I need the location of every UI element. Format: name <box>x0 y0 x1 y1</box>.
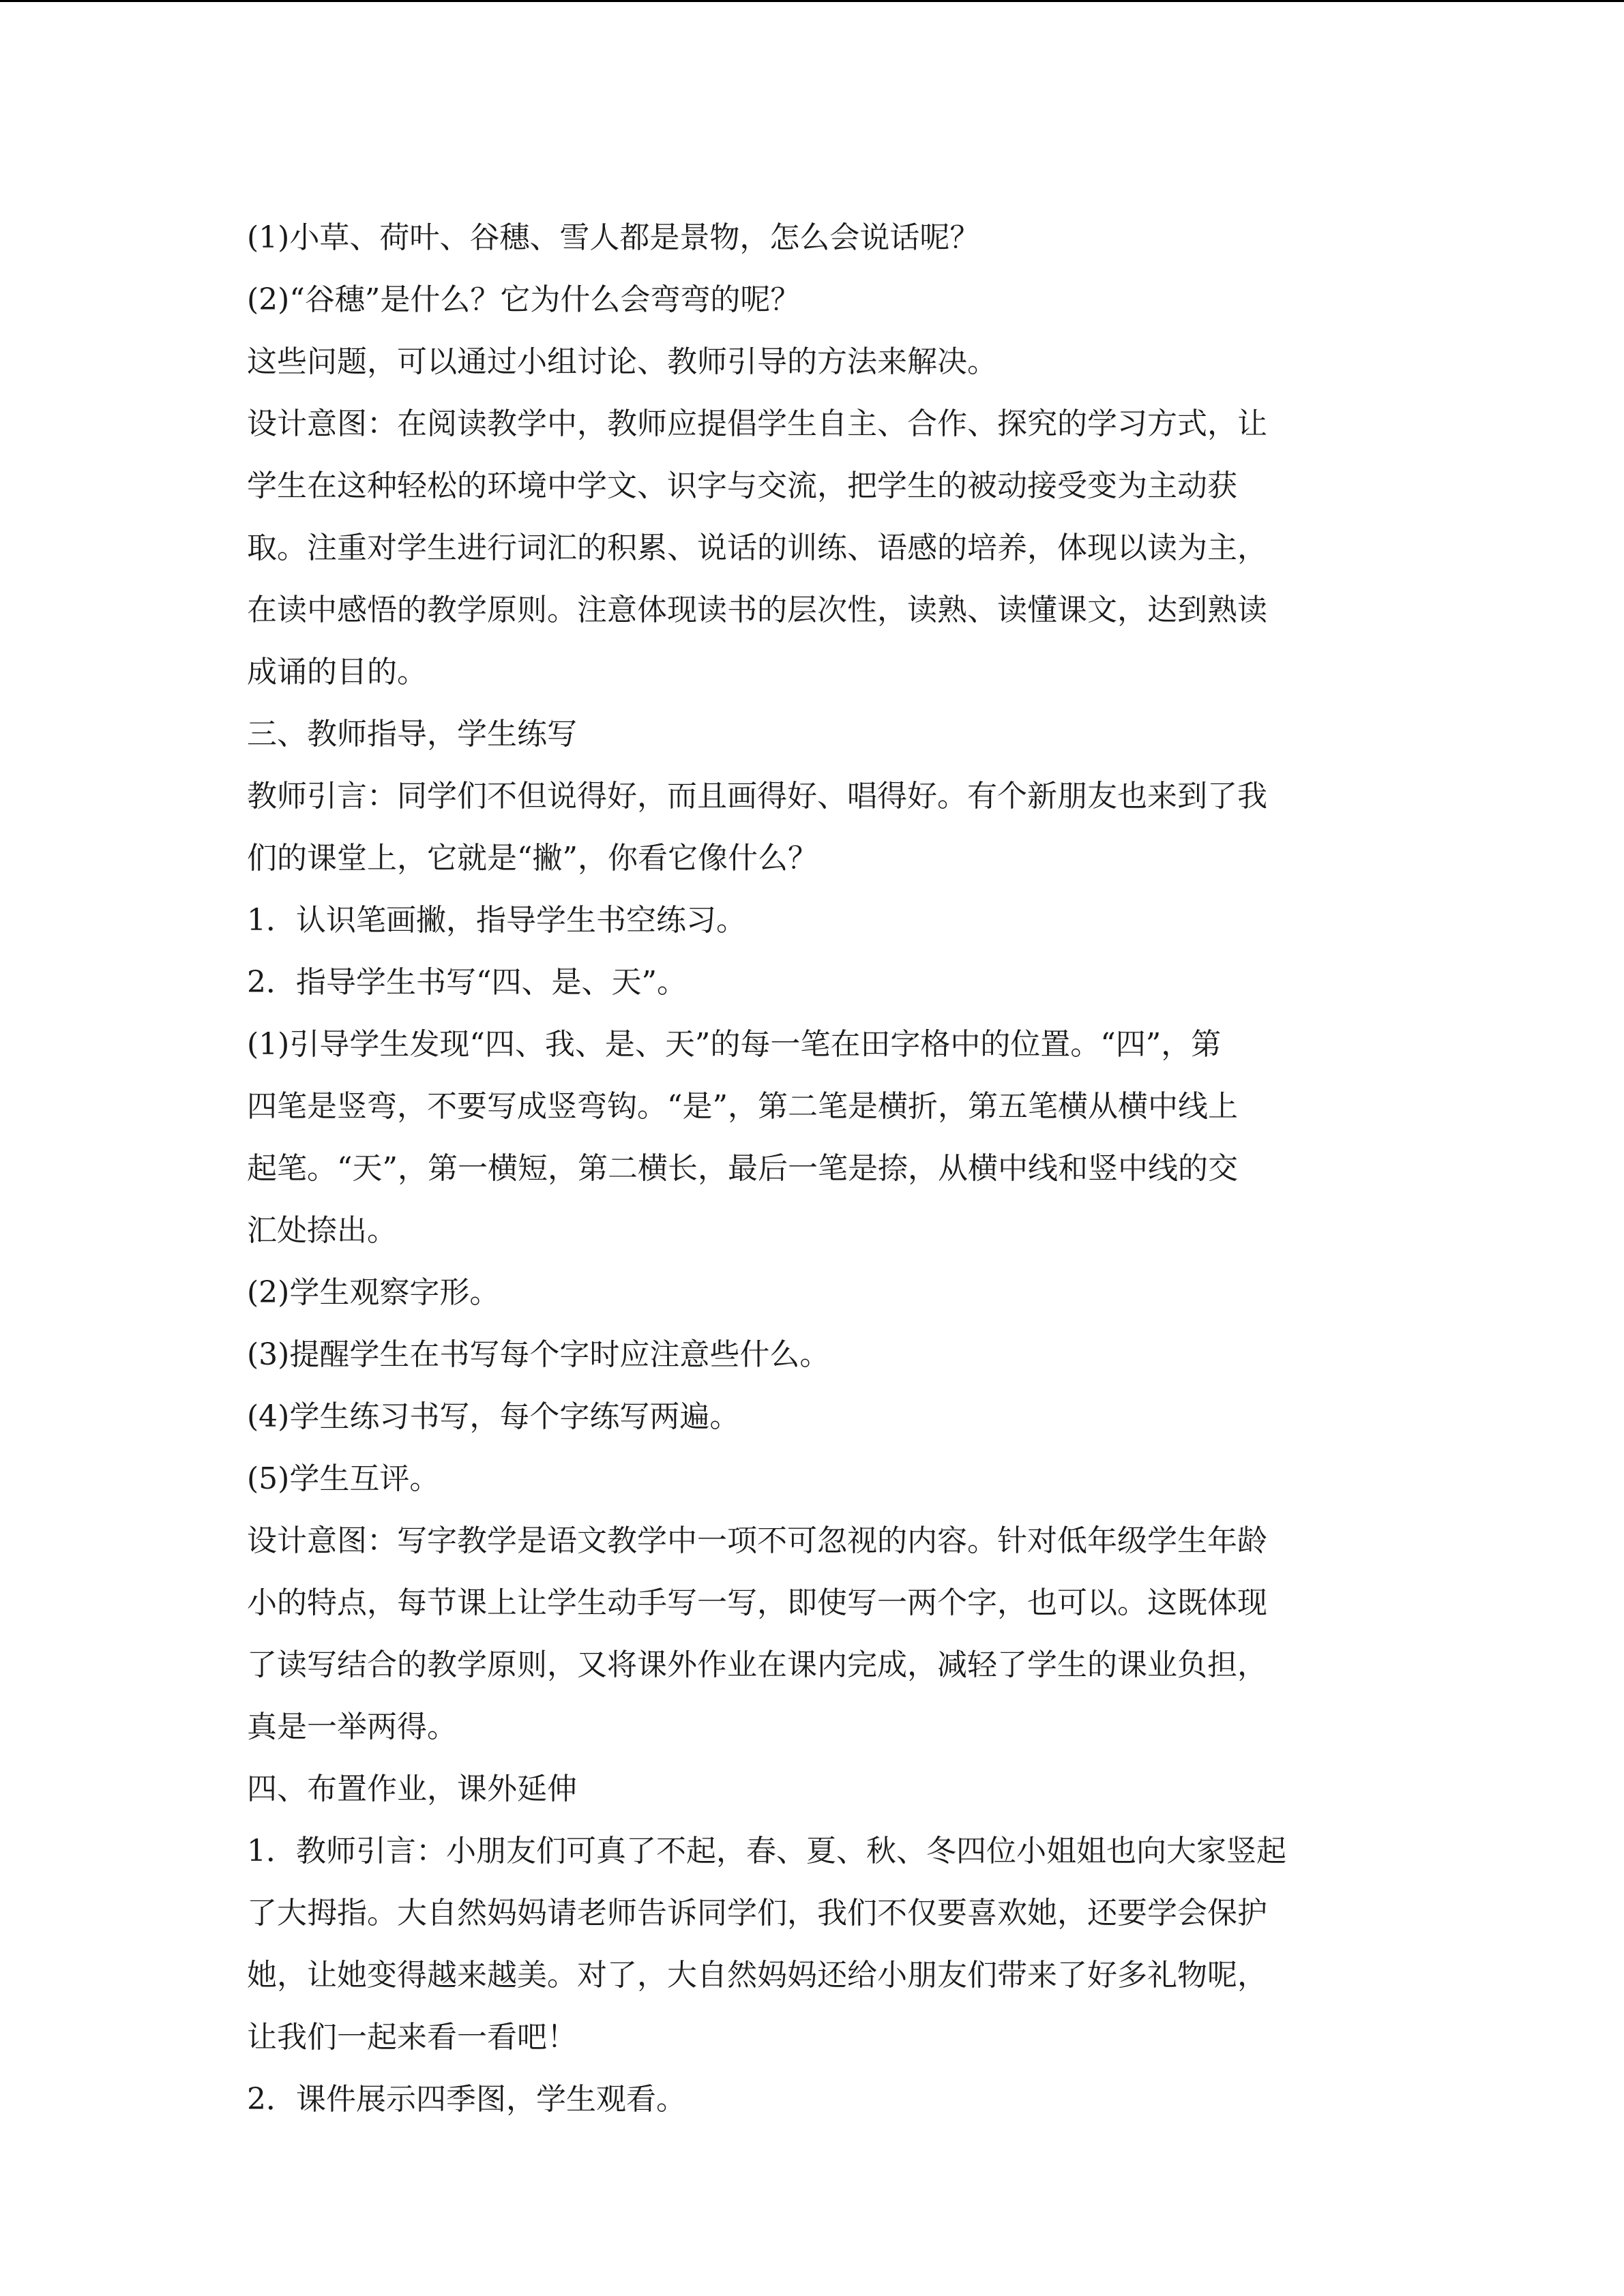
text-line: (4)学生练习书写，每个字练写两遍。 <box>247 1399 740 1434</box>
text-line: 了大拇指。大自然妈妈请老师告诉同学们，我们不仅要喜欢她，还要学会保护 <box>247 1896 1267 1930</box>
text-line: (3)提醒学生在书写每个字时应注意些什么。 <box>247 1337 830 1372</box>
text-line: 了读写结合的教学原则，又将课外作业在课内完成，减轻了学生的课业负担， <box>247 1648 1267 1682</box>
section-heading: 四、布置作业，课外延伸 <box>247 1772 577 1806</box>
text-line: 真是一举两得。 <box>247 1710 457 1744</box>
text-line: 设计意图：在阅读教学中，教师应提倡学生自主、合作、探究的学习方式，让 <box>247 406 1267 441</box>
text-line: 起笔。“天”，第一横短，第二横长，最后一笔是捺，从横中线和竖中线的交 <box>247 1151 1238 1186</box>
text-line: 设计意图：写字教学是语文教学中一项不可忽视的内容。针对低年级学生年龄 <box>247 1523 1267 1558</box>
text-line: 她，让她变得越来越美。对了，大自然妈妈还给小朋友们带来了好多礼物呢， <box>247 1958 1267 1993</box>
text-line: 1．教师引言：小朋友们可真了不起，春、夏、秋、冬四位小姐姐也向大家竖起 <box>247 1834 1286 1868</box>
text-line: 让我们一起来看一看吧！ <box>247 2020 577 2055</box>
text-line: 学生在这种轻松的环境中学文、识字与交流，把学生的被动接受变为主动获 <box>247 468 1237 503</box>
document-body <box>247 207 1379 2130</box>
text-line: 1．认识笔画撇，指导学生书空练习。 <box>247 903 746 938</box>
text-line: 这些问题，可以通过小组讨论、教师引导的方法来解决。 <box>247 344 997 379</box>
text-line: 教师引言：同学们不但说得好，而且画得好、唱得好。有个新朋友也来到了我 <box>247 779 1267 814</box>
text-line: 成诵的目的。 <box>247 655 427 689</box>
text-line: (1)小草、荷叶、谷穗、雪人都是景物，怎么会说话呢？ <box>247 220 980 255</box>
text-line: 在读中感悟的教学原则。注意体现读书的层次性，读熟、读懂课文，达到熟读 <box>247 593 1267 627</box>
text-line: 小的特点，每节课上让学生动手写一写，即使写一两个字，也可以。这既体现 <box>247 1585 1267 1620</box>
text-line: 们的课堂上，它就是“撇”，你看它像什么？ <box>247 841 818 876</box>
text-line: (1)引导学生发现“四、我、是、天”的每一笔在田字格中的位置。“四”，第 <box>247 1027 1222 1062</box>
text-line: 2．课件展示四季图，学生观看。 <box>247 2082 686 2117</box>
text-line: (2)学生观察字形。 <box>247 1275 500 1310</box>
text-line: (5)学生互评。 <box>247 1461 440 1496</box>
text-line: 四笔是竖弯，不要写成竖弯钩。“是”，第二笔是横折，第五笔横从横中线上 <box>247 1089 1238 1124</box>
text-line: 取。注重对学生进行词汇的积累、说话的训练、语感的培养，体现以读为主， <box>247 531 1267 565</box>
text-line: 汇处捺出。 <box>247 1213 397 1248</box>
text-line: 2．指导学生书写“四、是、天”。 <box>247 965 687 1000</box>
text-line: (2)“谷穗”是什么？它为什么会弯弯的呢？ <box>247 282 801 317</box>
section-heading: 三、教师指导，学生练写 <box>247 717 577 751</box>
